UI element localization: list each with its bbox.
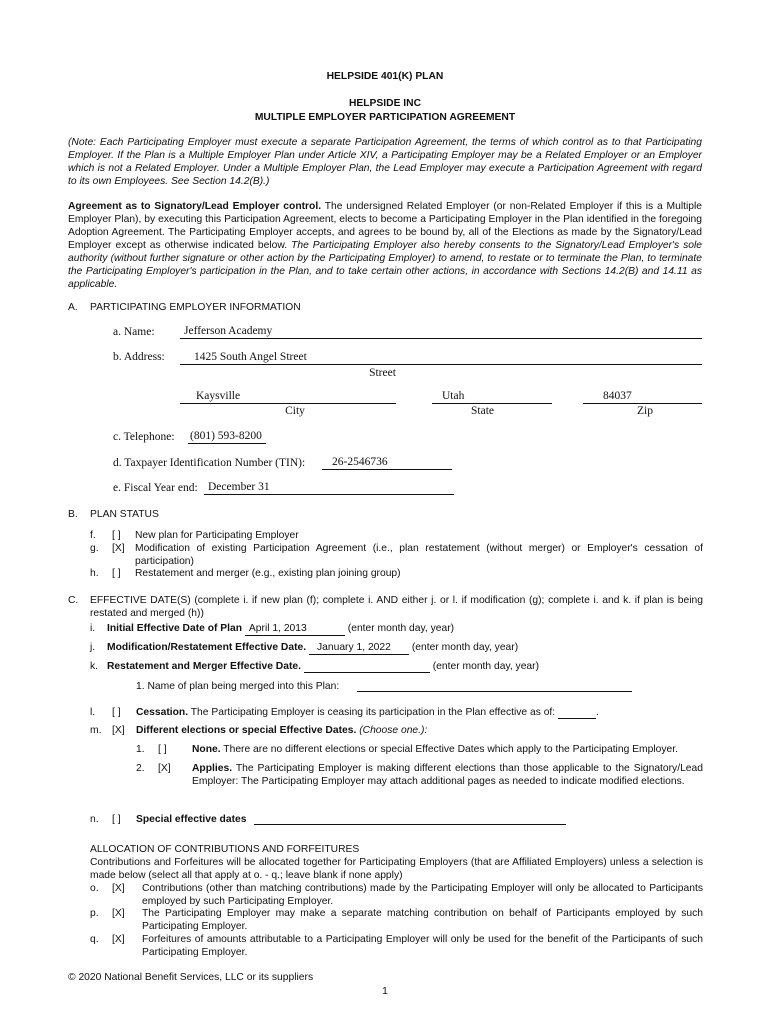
city-field[interactable]: Kaysville (180, 389, 396, 404)
item-j-letter: j. (90, 642, 96, 653)
different-elections-hint: (Choose one.): (359, 725, 428, 736)
telephone-field[interactable]: (801) 593-8200 (188, 429, 266, 444)
section-a-letter: A. (68, 302, 78, 313)
cessation-text: The Participating Employer is ceasing its participation in the Plan effective as of: (190, 707, 556, 718)
item-l-letter: l. (90, 707, 96, 718)
merger-date-hint: (enter month day, year) (432, 661, 540, 672)
item-i-letter: i. (90, 623, 96, 634)
city-caption: City (285, 405, 305, 417)
section-c-letter: C. (68, 595, 79, 606)
special-dates-field[interactable] (254, 811, 566, 825)
allocation-q-text: Forfeitures of amounts attributable to a Participating Employer will only be used for the benefit of the Participants of such Participating Employer. (142, 934, 703, 958)
state-field[interactable]: Utah (432, 389, 552, 404)
state-caption: State (471, 405, 494, 417)
plan-status-f-text: New plan for Participating Employer (135, 530, 299, 541)
different-elections-label: Different elections or special Effective Dates. (136, 725, 357, 736)
item-m-letter: m. (90, 725, 102, 736)
agreement-heading: Agreement as to Signatory/Lead Employer control. (68, 201, 322, 212)
allocation-q-letter: q. (90, 934, 99, 945)
merged-plan-name-label: 1. Name of plan being merged into this Plan: (136, 681, 340, 692)
option-1-checkbox[interactable]: [ ] (158, 744, 167, 755)
option-1-description: There are no different elections or special Effective Dates which apply to the Participating Employer. (223, 744, 678, 755)
modification-date-field[interactable]: January 1, 2022 (309, 641, 409, 655)
plan-status-h-text: Restatement and merger (e.g., existing plan joining group) (135, 568, 401, 579)
initial-effective-date-row (107, 622, 454, 636)
cessation-row (136, 706, 599, 719)
option-1-text (192, 743, 703, 756)
different-elections-checkbox[interactable]: [X] (112, 725, 125, 736)
item-k-letter: k. (90, 661, 99, 672)
fiscal-year-label: e. Fiscal Year end: (113, 482, 198, 494)
allocation-o-checkbox[interactable]: [X] (112, 883, 125, 894)
option-2-label: Applies. (192, 763, 233, 774)
special-dates-checkbox[interactable]: [ ] (112, 814, 121, 825)
cessation-checkbox[interactable]: [ ] (112, 707, 121, 718)
address-label: b. Address: (113, 351, 165, 363)
section-a-heading: PARTICIPATING EMPLOYER INFORMATION (90, 302, 301, 313)
section-b-letter: B. (68, 509, 78, 520)
plan-status-g-text: Modification of existing Participation Agreement (i.e., plan restatement (without merger) or Employer's cessation of participation) (135, 543, 703, 567)
document-subtitle: MULTIPLE EMPLOYER PARTICIPATION AGREEMENT (254, 112, 516, 123)
option-2-description: The Participating Employer is making different elections than those applicable to the Signatory/Lead Employer: The Participating Employer may attach additional pages as needed to indicate modified elections. (192, 763, 703, 787)
plan-status-f-checkbox[interactable]: [ ] (112, 530, 121, 541)
allocation-p-text: The Participating Employer may make a separate matching contribution on behalf of Participants employed by such Participating Employer. (142, 908, 703, 932)
allocation-o-text: Contributions (other than matching contributions) made by the Participating Employer will only be allocated to Participants employed by such Participating Employer. (142, 883, 703, 907)
plan-status-h-letter: h. (90, 568, 99, 579)
cessation-date-field[interactable] (558, 706, 596, 719)
agreement-paragraph (68, 200, 702, 291)
section-b-heading: PLAN STATUS (90, 509, 159, 520)
agreement-text: The undersigned Related Employer (or non-Related Employer if this is a Multiple Employer Plan), by executing this Participation Agreement, elects to become a Participating Employer in the Plan identified in the foregoing Adoption Agreement. The Participating Employer accepts, and agrees to be bound by, all of the Elections as made by the Signatory/Lead Employer except as otherwise indicated below. (68, 201, 702, 251)
page-number: 1 (382, 986, 388, 997)
initial-effective-date-label: Initial Effective Date of Plan (107, 623, 243, 634)
merged-plan-name-field[interactable] (357, 678, 632, 692)
special-dates-label: Special effective dates (136, 814, 247, 825)
section-c-heading: EFFECTIVE DATE(S) (complete i. if new plan (f); complete i. AND either j. or l. if modification (g); complete i. and k. if plan is being restated and merged (h)) (90, 595, 703, 619)
fiscal-year-field[interactable]: December 31 (204, 480, 454, 495)
item-n-letter: n. (90, 814, 99, 825)
page-title: HELPSIDE 401(K) PLAN (326, 71, 444, 82)
initial-effective-date-field[interactable]: April 1, 2013 (245, 622, 345, 636)
street-caption: Street (369, 367, 396, 379)
tin-field[interactable]: 26-2546736 (322, 455, 452, 470)
initial-effective-date-hint: (enter month day, year) (347, 623, 455, 634)
plan-status-f-letter: f. (90, 530, 96, 541)
merger-date-field[interactable] (304, 660, 430, 673)
modification-date-hint: (enter month day, year) (411, 642, 519, 653)
company-name: HELPSIDE INC (348, 98, 422, 109)
allocation-q-checkbox[interactable]: [X] (112, 934, 125, 945)
different-elections-row (136, 724, 427, 737)
merger-date-label: Restatement and Merger Effective Date. (107, 661, 301, 672)
option-2-text (192, 762, 703, 788)
merger-date-row (107, 660, 539, 673)
allocation-intro: Contributions and Forfeitures will be allocated together for Participating Employers (that are Affiliated Employers) unless a selection is made below (select all that apply at o. - q.; leave blank if none apply) (90, 857, 703, 881)
allocation-p-checkbox[interactable]: [X] (112, 908, 125, 919)
participation-note: (Note: Each Participating Employer must execute a separate Participation Agreement, the terms of which control as to that Participating Employer. If the Plan is a Multiple Employer Plan under Article XIV, a Participating Employer may be a Related Employer or an Employer which is not a Related Employer. Under a Multiple Employer Plan, the Lead Employer may execute a Participation Agreement with regard to its own Employees. See Section 14.2(B).) (68, 137, 702, 187)
option-2-number: 2. (136, 763, 145, 774)
name-field[interactable]: Jefferson Academy (180, 324, 702, 339)
allocation-p-letter: p. (90, 908, 99, 919)
modification-date-label: Modification/Restatement Effective Date. (107, 642, 307, 653)
modification-date-row (107, 641, 518, 655)
cessation-label: Cessation. (136, 707, 189, 718)
option-2-checkbox[interactable]: [X] (158, 763, 171, 774)
allocation-heading: ALLOCATION OF CONTRIBUTIONS AND FORFEITURES (90, 844, 360, 855)
option-1-number: 1. (136, 744, 145, 755)
cessation-period: . (596, 707, 599, 718)
telephone-label: c. Telephone: (113, 431, 175, 443)
tin-label: d. Taxpayer Identification Number (TIN): (113, 457, 306, 469)
option-1-label: None. (192, 744, 221, 755)
agreement-consent-text: The Participating Employer also hereby consents to the Signatory/Lead Employer's sole authority (without further signature or other action by the Participating Employer) to amend, to restate or to terminate the Plan, to terminate the Participating Employer's participation in the Plan, and to take certain other actions, in accordance with Sections 14.2(B) and 14.11 as applicable. (68, 240, 702, 290)
copyright-notice: © 2020 National Benefit Services, LLC or its suppliers (68, 972, 314, 983)
name-label: a. Name: (113, 326, 155, 338)
zip-field[interactable]: 84037 (583, 389, 702, 404)
street-field[interactable]: 1425 South Angel Street (180, 350, 702, 365)
plan-status-g-letter: g. (90, 543, 99, 554)
zip-caption: Zip (637, 405, 653, 417)
allocation-o-letter: o. (90, 883, 99, 894)
plan-status-h-checkbox[interactable]: [ ] (112, 568, 121, 579)
plan-status-g-checkbox[interactable]: [X] (112, 543, 125, 554)
